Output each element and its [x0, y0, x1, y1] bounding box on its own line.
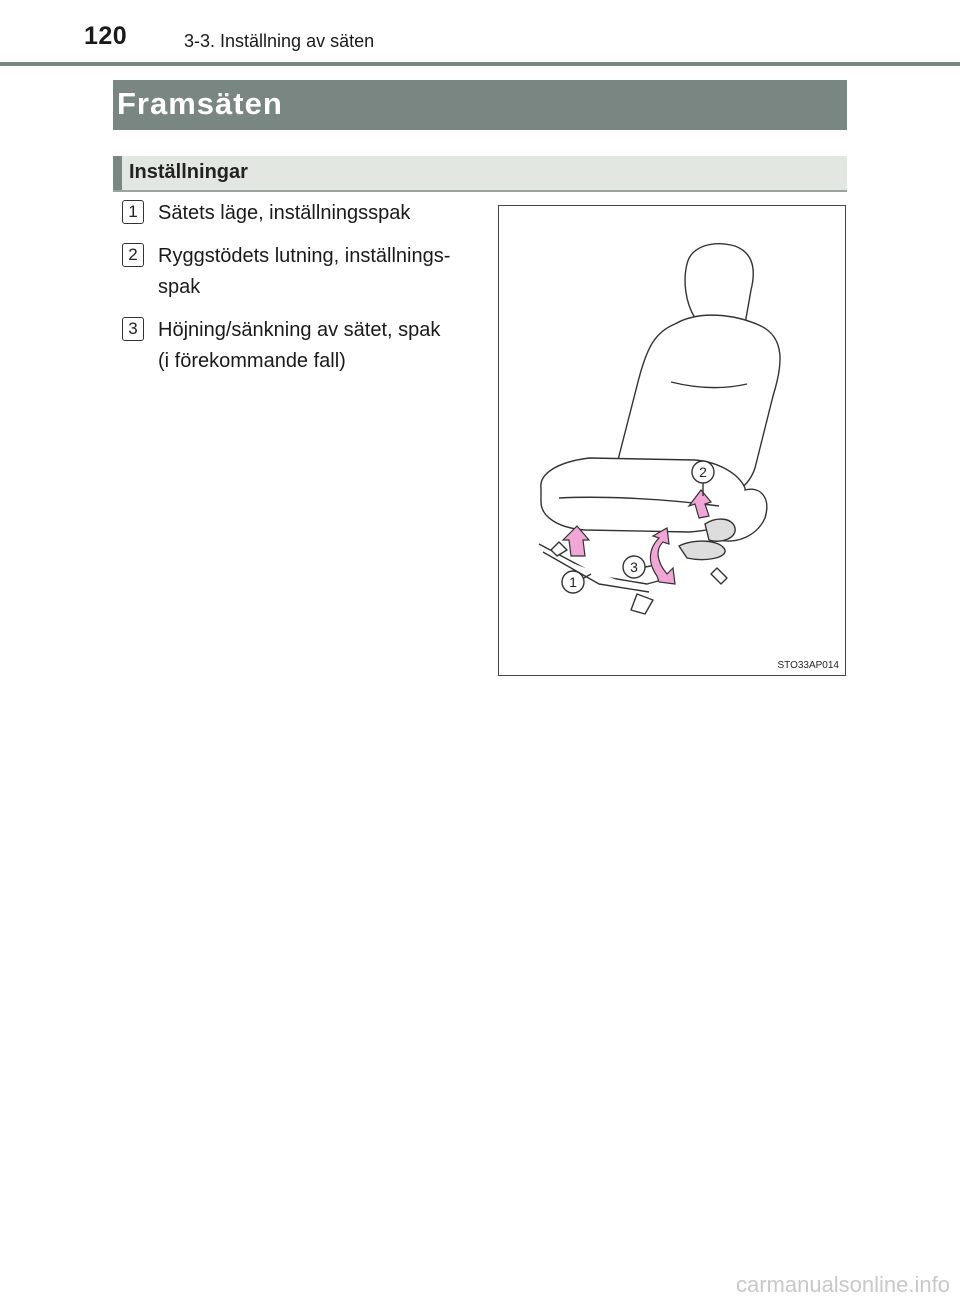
subheading-text: Inställningar	[129, 161, 248, 183]
item-text: Höjning/sänkning av sätet, spak (i förekommande fall)	[158, 319, 441, 372]
title-bar	[113, 80, 847, 130]
seat-illustration	[498, 205, 846, 676]
item-number-badge: 2	[122, 243, 144, 267]
callout-2: 2	[699, 464, 707, 480]
subheading-bar	[113, 156, 847, 192]
item-list	[118, 198, 488, 389]
item-number-badge: 1	[122, 200, 144, 224]
header-rule	[0, 62, 960, 66]
watermark: carmanualsonline.info	[735, 1272, 950, 1297]
list-item	[118, 198, 488, 229]
subheading-marker	[113, 156, 122, 190]
item-text: Sätets läge, inställningsspak	[158, 202, 411, 224]
list-item	[118, 241, 488, 303]
seat-drawing	[499, 206, 844, 674]
section-breadcrumb: 3-3. Inställning av säten	[184, 31, 375, 51]
callout-3: 3	[630, 559, 638, 575]
item-number-badge: 3	[122, 317, 144, 341]
page-number: 120	[84, 22, 128, 50]
figure-code: STO33AP014	[777, 660, 839, 671]
item-text: Ryggstödets lutning, inställnings- spak	[158, 245, 451, 298]
page-title: Framsäten	[117, 86, 283, 121]
callout-1: 1	[569, 574, 577, 590]
list-item	[118, 315, 488, 377]
